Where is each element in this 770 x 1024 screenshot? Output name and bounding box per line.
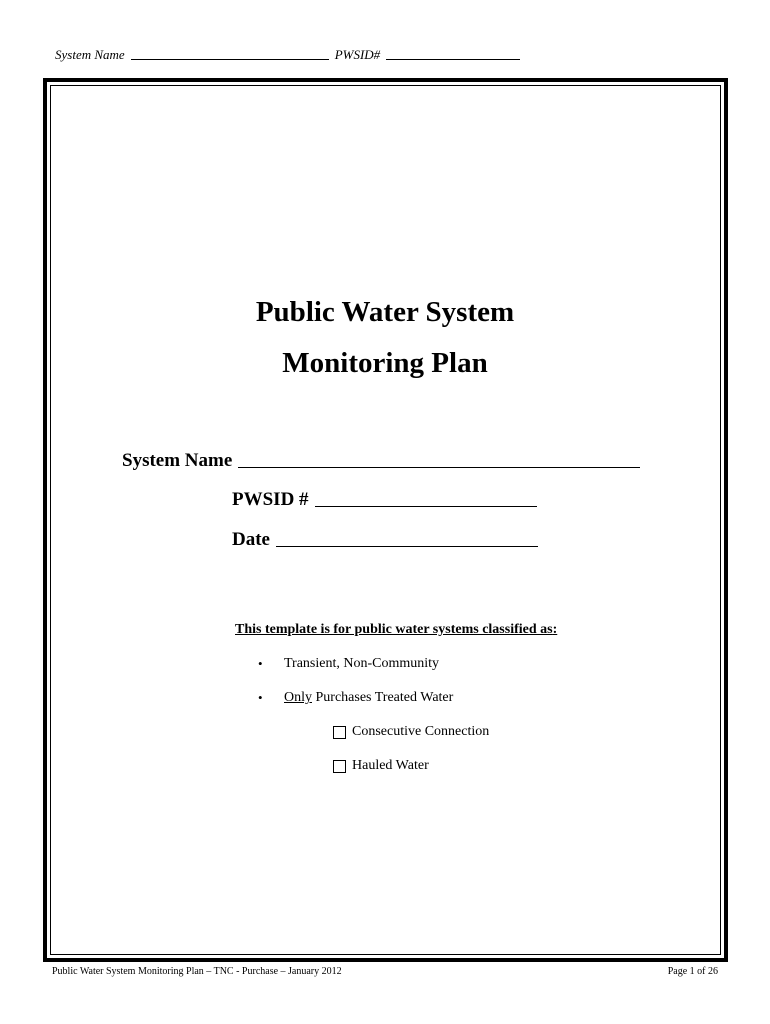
date-line: [276, 546, 538, 547]
system-name-label: System Name: [122, 450, 233, 471]
header-pwsid-line: [386, 58, 520, 60]
header-system-name-line: [131, 58, 329, 60]
document-title-line-1: Public Water System: [255, 296, 515, 328]
bullet-icon: •: [258, 690, 263, 705]
footer-document-info: Public Water System Monitoring Plan – TNC - Purchase – January 2012: [52, 966, 342, 977]
page-header: [55, 47, 526, 63]
date-label: Date: [232, 529, 270, 550]
classification-intro: [235, 622, 557, 638]
consecutive-connection-option[interactable]: [333, 724, 489, 740]
pwsid-field: [232, 489, 537, 511]
hauled-water-label: Hauled Water: [352, 758, 429, 773]
system-name-field: [122, 450, 640, 472]
classification-item: [258, 690, 453, 706]
classification-intro-text: This template is for public water systems classified as: [235, 622, 553, 637]
bullet-icon: •: [258, 656, 263, 671]
classification-item-text: Transient, Non-Community: [284, 656, 440, 671]
hauled-water-checkbox[interactable]: [333, 760, 346, 773]
date-field: [232, 529, 538, 551]
classification-item: [258, 656, 439, 672]
classification-intro-colon: :: [552, 622, 558, 637]
system-name-line: [238, 467, 640, 468]
header-system-name-label: System Name: [55, 47, 125, 62]
cover-border: [43, 78, 728, 962]
classification-item-text: Purchases Treated Water: [312, 690, 454, 705]
classification-item-emphasis: Only: [284, 690, 312, 705]
pwsid-line: [315, 506, 537, 507]
header-pwsid-label: PWSID#: [334, 47, 381, 62]
cover-border-inner: [50, 85, 721, 955]
document-title-line-2: Monitoring Plan: [282, 347, 488, 379]
footer-page-number: Page 1 of 26: [667, 966, 718, 977]
hauled-water-option[interactable]: [333, 758, 429, 774]
consecutive-connection-checkbox[interactable]: [333, 726, 346, 739]
pwsid-label: PWSID #: [232, 489, 309, 510]
consecutive-connection-label: Consecutive Connection: [352, 724, 490, 739]
